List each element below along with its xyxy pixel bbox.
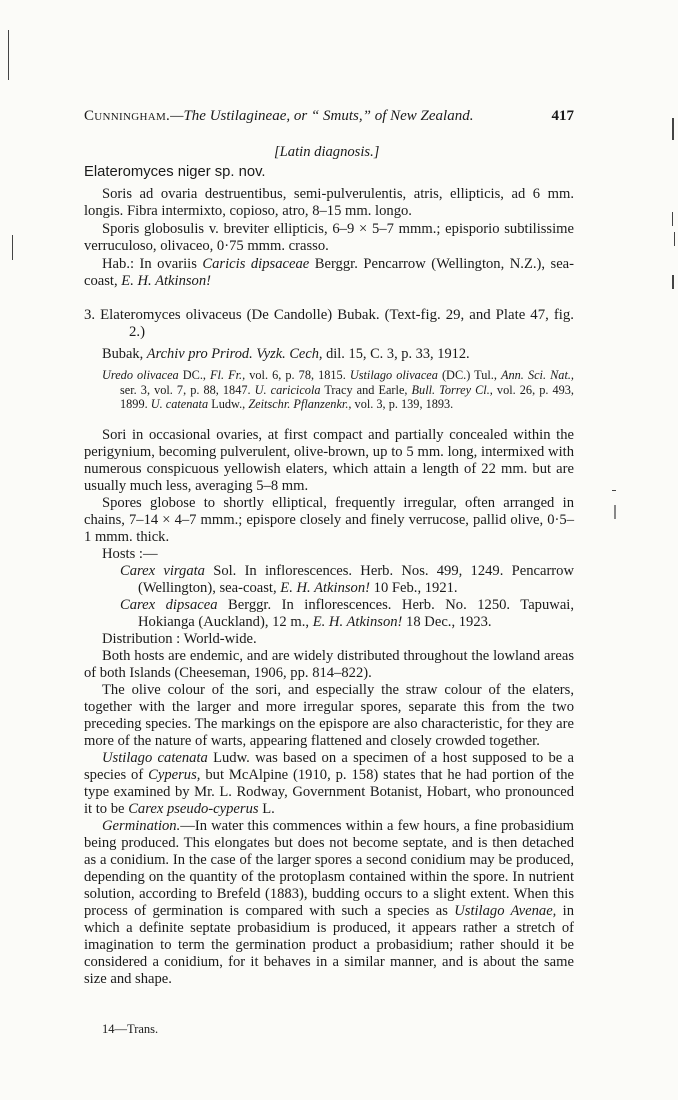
germination-text2: in which a definite septate probasidium is produced, it appears rather a stretch of imagination to term the germination product a probasidium; rather should it be considered a conidium, for it behaves in a similar manner, and is about the same size and shape. <box>84 903 574 987</box>
synonym-italic: Ustilago olivacea <box>349 368 438 382</box>
margin-mark <box>12 235 13 260</box>
catenata-text1: Ludw. was based on a specimen of a host supposed to be a species of <box>84 750 574 783</box>
catenata-text3: L. <box>258 801 275 817</box>
synonym-text: ser. 3, vol. 7, p. 88, 1847. <box>120 382 255 397</box>
header-title: —The Ustilagineae, or “ Smuts,” of New Zealand. <box>170 108 474 124</box>
germination-label: Germination. <box>102 818 181 834</box>
synonym-italic: Zeitschr. Pflanzenkr., <box>248 397 352 411</box>
host1-collector: E. H. Atkinson! <box>280 580 371 596</box>
synonym-text: DC., <box>178 368 211 382</box>
distribution: Distribution : World-wide. <box>102 631 257 647</box>
margin-mark <box>672 212 673 226</box>
paragraph-olive-colour: The olive colour of the sori, and especially the straw colour of the elaters, together with the larger and more irregular spores, separate this from the two preceding species. The markings on the epispore are also characteristic, for they are more of the nature of warts, appearing flattened and closely crowded together. <box>84 682 574 749</box>
synonym-italic: U. caricicola <box>254 382 321 397</box>
paragraph-catenata <box>84 750 574 818</box>
hosts-label: Hosts :— <box>102 546 158 562</box>
synonym-italic: Fl. Fr., <box>210 368 246 382</box>
germination-text1: —In water this commences within a few hours, a fine probasidium being produced. This elongates but does not become septate, and is then detached as a conidium. In the case of the larger spores a second conidium may be produced, depending on the quantity of the protoplasm contained within the spore. In nutrient solution, according to Brefeld (1883), budding occurs to a slight extent. When this process of germination is compared with such a species as <box>84 818 574 919</box>
synonym-italic: Bull. Torrey Cl., <box>411 382 493 397</box>
host-carex-dipsacea <box>120 597 574 631</box>
synonym-text: (DC.) Tul., <box>437 368 501 382</box>
synonym-text: vol. 6, p. 78, 1815. <box>245 368 350 382</box>
hab-label: Hab.: In ovariis <box>102 256 203 272</box>
synonym-text: vol. 26, p. 493, 1899. <box>120 382 575 411</box>
paragraph-spores: Spores globose to shortly elliptical, frequently irregular, often arranged in chains, 7–14 × 4–7 mmm.; epispore closely and finely verrucose, pallid olive, 0·5–1 mmm. thick. <box>84 495 574 545</box>
synonym-text: Tracy and Earle, <box>320 382 412 397</box>
species-heading-niger: Elateromyces niger sp. nov. <box>84 164 266 180</box>
citation-journal: Archiv pro Prirod. Vyzk. Cech, <box>146 346 323 362</box>
citation-rest: dil. 15, C. 3, p. 33, 1912. <box>322 346 470 362</box>
synonym-list <box>102 368 574 412</box>
paragraph-germination <box>84 818 574 988</box>
latin-diagnosis-label: [Latin diagnosis.] <box>274 144 380 160</box>
species-heading-olivaceus: 3. Elateromyces olivaceus (De Candolle) Bubak. (Text-fig. 29, and Plate 47, fig. 2.) <box>84 307 574 340</box>
habitat-paragraph <box>84 256 574 290</box>
catenata-name: Ustilago catenata <box>102 750 208 766</box>
host1-name: Carex virgata <box>120 563 205 579</box>
citation-author: Bubak, <box>102 346 147 362</box>
host1-text: Sol. In inflorescences. Herb. Nos. 499, 1249. Pencarrow (Wellington), sea-coast, <box>138 563 575 596</box>
citation-bubak <box>102 346 574 363</box>
synonym-italic: Uredo olivacea <box>102 368 179 382</box>
paragraph-sori: Sori in occasional ovaries, at first compact and partially concealed within the perigynium, becoming pulverulent, olive-brown, up to 5 mm. long, intermixed with numerous conspicuous yellowish elaters, which attain a length of 22 mm. but are usually much less, averaging 5–8 mm. <box>84 427 574 494</box>
hab-rest: Berggr. Pencarrow (Wellington, N.Z.), sea-coast, <box>84 256 575 289</box>
header-author: Cunningham. <box>84 108 171 124</box>
catenata-cyperus: Cyperus, <box>148 767 201 783</box>
synonym-italic: Ann. Sci. Nat., <box>501 368 575 382</box>
hab-collector: E. H. Atkinson! <box>121 273 212 289</box>
running-header <box>84 108 574 125</box>
host2-collector: E. H. Atkinson! <box>312 614 403 630</box>
latin-paragraph-soris: Soris ad ovaria destruentibus, semi-pulverulentis, atris, ellipticis, ad 6 mm. longis. Fibra intermixto, copioso, atro, 8–15 mm. longo. <box>84 186 574 219</box>
synonym-italic: U. catenata <box>150 397 209 411</box>
margin-mark <box>674 232 675 246</box>
margin-mark <box>672 275 674 289</box>
synonym-text: Ludw., <box>208 397 249 411</box>
host-carex-virgata <box>120 563 574 597</box>
paragraph-endemic: Both hosts are endemic, and are widely distributed throughout the lowland areas of both Islands (Cheeseman, 1906, pp. 814–822). <box>84 648 574 681</box>
footer-signature: 14—Trans. <box>102 1022 159 1036</box>
host2-text: Berggr. In inflorescences. Herb. No. 1250. Tapuwai, Hokianga (Auckland), 12 m., <box>138 597 574 630</box>
margin-mark <box>614 505 616 519</box>
margin-mark <box>8 30 9 80</box>
margin-mark <box>672 118 674 140</box>
page-number: 417 <box>551 108 574 124</box>
hab-host: Caricis dipsaceae <box>202 256 310 272</box>
synonym-text: vol. 3, p. 139, 1893. <box>351 397 454 411</box>
host2-date: 18 Dec., 1923. <box>402 614 492 630</box>
margin-mark <box>612 490 616 491</box>
germination-avenae: Ustilago Avenae, <box>454 903 557 919</box>
host2-name: Carex dipsacea <box>120 597 218 613</box>
host1-date: 10 Feb., 1921. <box>370 580 458 596</box>
catenata-carex: Carex pseudo-cyperus <box>128 801 259 817</box>
catenata-text2: but McAlpine (1910, p. 158) states that he had portion of the type examined by Mr. L. Rodway, Government Botanist, Hobart, who pronounced it to be <box>84 767 574 817</box>
latin-paragraph-sporis: Sporis globosulis v. breviter ellipticis, 6–9 × 5–7 mmm.; episporio subtilissime verruculoso, olivaceo, 0·75 mmm. crasso. <box>84 221 574 254</box>
